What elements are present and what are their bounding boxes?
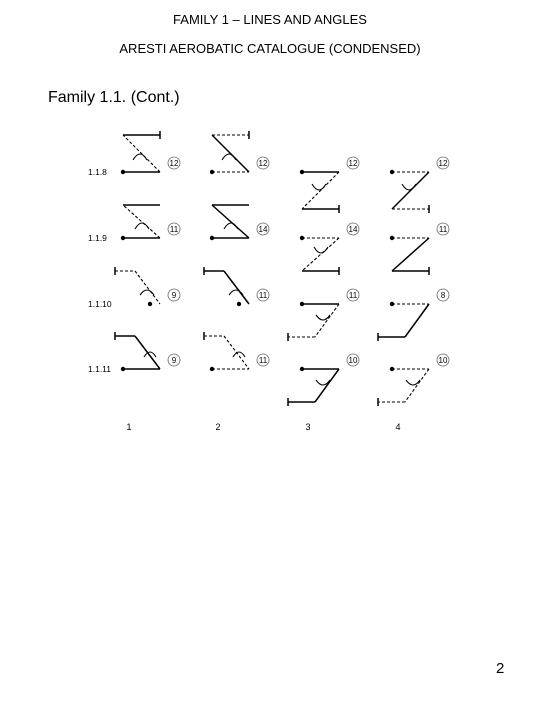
column-label: 4 <box>395 422 401 432</box>
figure-1-3 <box>300 157 359 213</box>
figure-2-3 <box>300 223 359 275</box>
roll-arc <box>314 247 328 253</box>
roll-arc <box>135 223 149 229</box>
roll-arc <box>133 154 147 160</box>
row-label: 1.1.8 <box>88 167 107 177</box>
figure-4-3 <box>288 354 359 406</box>
row-label: 1.1.11 <box>88 364 112 374</box>
coefficient-label: 11 <box>348 291 358 300</box>
row-label: 1.1.10 <box>88 299 112 309</box>
column-label: 3 <box>305 422 311 432</box>
start-dot <box>237 302 241 306</box>
dashed-line <box>123 205 160 238</box>
coefficient-label: 10 <box>438 356 448 365</box>
roll-arc <box>316 315 330 320</box>
figure-3-3 <box>288 289 359 341</box>
solid-line <box>224 271 249 304</box>
coefficient-label: 9 <box>171 291 177 300</box>
coefficient-label: 12 <box>348 159 358 168</box>
coefficient-label: 10 <box>348 356 358 365</box>
roll-arc <box>222 154 236 160</box>
solid-line <box>405 304 429 337</box>
catalogue-title: ARESTI AEROBATIC CATALOGUE (CONDENSED) <box>119 41 421 56</box>
coefficient-label: 11 <box>258 356 268 365</box>
roll-arc <box>312 184 326 190</box>
coefficient-label: 9 <box>171 356 177 365</box>
dashed-line <box>405 369 429 402</box>
roll-arc <box>140 290 154 295</box>
figure-1-2 <box>210 131 269 174</box>
figure-3-1 <box>115 267 180 306</box>
solid-line <box>315 369 339 402</box>
coefficient-label: 14 <box>258 225 268 234</box>
coefficient-label: 12 <box>438 159 448 168</box>
section-title: Family 1.1. (Cont.) <box>48 89 180 106</box>
start-dot <box>148 302 152 306</box>
column-label: 1 <box>126 422 132 432</box>
roll-arc <box>224 223 238 229</box>
solid-line <box>212 205 249 238</box>
coefficient-label: 12 <box>169 159 179 168</box>
figure-3-4 <box>378 289 449 341</box>
figure-2-1 <box>121 205 180 240</box>
solid-line <box>212 135 249 172</box>
page-title: FAMILY 1 – LINES AND ANGLES <box>173 12 367 27</box>
figure-3-2 <box>204 267 269 306</box>
figure-4-1 <box>115 332 180 371</box>
dashed-line <box>123 135 160 172</box>
roll-arc <box>406 380 420 385</box>
solid-line <box>392 172 429 209</box>
coefficient-label: 11 <box>258 291 268 300</box>
coefficient-label: 14 <box>348 225 358 234</box>
figure-2-2 <box>210 205 269 240</box>
dashed-line <box>135 271 160 304</box>
page-number: 2 <box>496 660 505 677</box>
figure-1-4 <box>390 157 449 213</box>
row-label: 1.1.9 <box>88 233 107 243</box>
solid-line <box>392 238 429 271</box>
column-label: 2 <box>215 422 221 432</box>
dashed-line <box>302 238 339 271</box>
dashed-line <box>315 304 339 337</box>
coefficient-label: 11 <box>169 225 179 234</box>
figure-2-4 <box>390 223 449 275</box>
figure-4-4 <box>378 354 449 406</box>
coefficient-label: 8 <box>440 291 446 300</box>
dashed-line <box>302 172 339 209</box>
coefficient-label: 11 <box>438 225 448 234</box>
figure-4-2 <box>204 332 269 371</box>
figure-1-1 <box>121 131 180 174</box>
coefficient-label: 12 <box>258 159 268 168</box>
roll-arc <box>402 184 416 190</box>
